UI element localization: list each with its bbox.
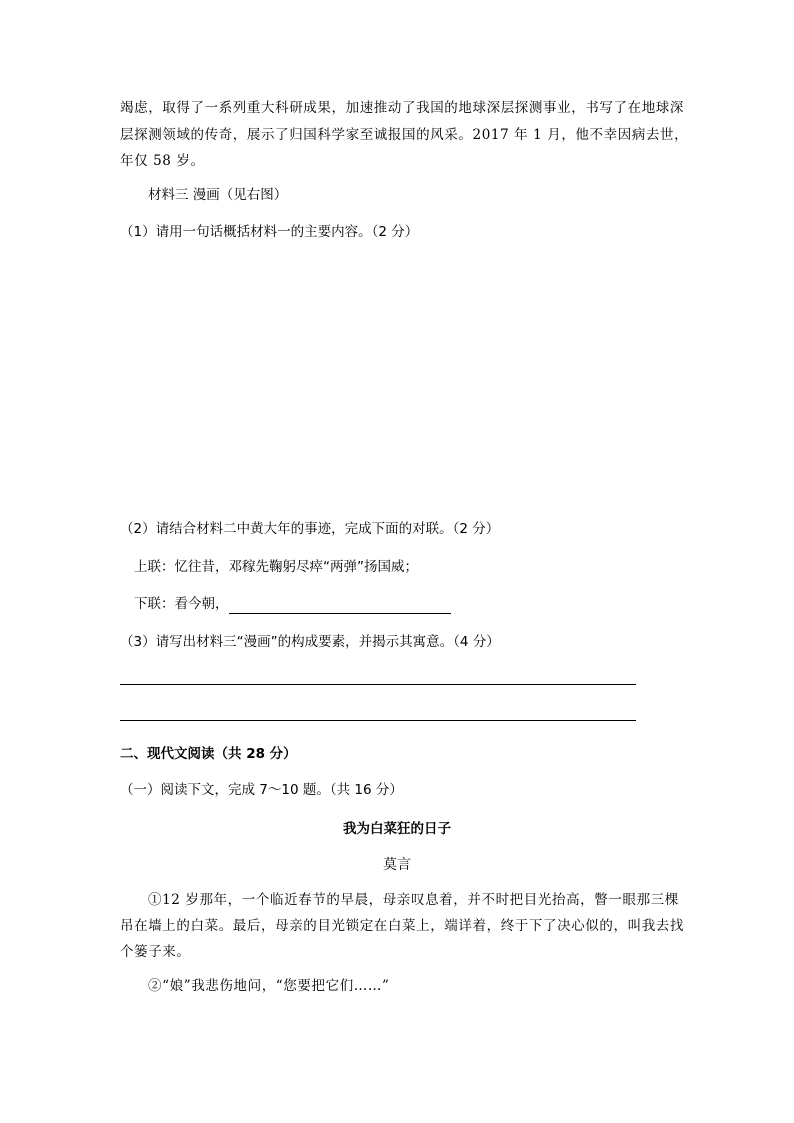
answer-line-1[interactable]	[120, 684, 636, 685]
material2-line-3: 年仅 58 岁。	[120, 153, 205, 169]
couplet-lower-row	[134, 594, 451, 614]
couplet-answer-blank[interactable]	[229, 598, 451, 614]
part-1-instruction: （一）阅读下文，完成 7～10 题。（共 16 分）	[120, 782, 403, 798]
answer-line-2[interactable]	[120, 720, 636, 721]
question-2: （2）请结合材料二中黄大年的事迹，完成下面的对联。（2 分）	[120, 521, 500, 537]
question-1: （1）请用一句话概括材料一的主要内容。（2 分）	[120, 224, 419, 240]
para2: ②“娘”我悲伤地问，“您要把它们……”	[148, 978, 390, 994]
para1-line-2: 吊在墙上的白菜。最后，母亲的目光锁定在白菜上，端详着，终于下了决心似的，叫我去找	[120, 918, 684, 934]
para1-line-3: 个篓子来。	[120, 944, 191, 960]
material2-line-2: 层探测领域的传奇，展示了归国科学家至诚报国的风采。2017 年 1 月，他不幸因病去世，	[120, 127, 689, 143]
couplet-upper: 上联：忆往昔，邓稼先鞠躬尽瘁“两弹”扬国威；	[134, 559, 418, 575]
couplet-lower-label: 下联：看今朝，	[134, 596, 229, 612]
para1-line-1: ①12 岁那年，一个临近春节的早晨，母亲叹息着，并不时把目光抬高，瞥一眼那三棵	[148, 892, 679, 908]
article-author: 莫言	[383, 857, 411, 873]
question-3: （3）请写出材料三“漫画”的构成要素，并揭示其寓意。（4 分）	[120, 634, 500, 650]
material3-label: 材料三 漫画（见右图）	[148, 187, 288, 203]
section-2-heading: 二、现代文阅读（共 28 分）	[120, 746, 297, 762]
material2-line-1: 竭虑，取得了一系列重大科研成果，加速推动了我国的地球深层探测事业，书写了在地球深	[120, 100, 684, 116]
article-title: 我为白菜狂的日子	[343, 821, 451, 837]
